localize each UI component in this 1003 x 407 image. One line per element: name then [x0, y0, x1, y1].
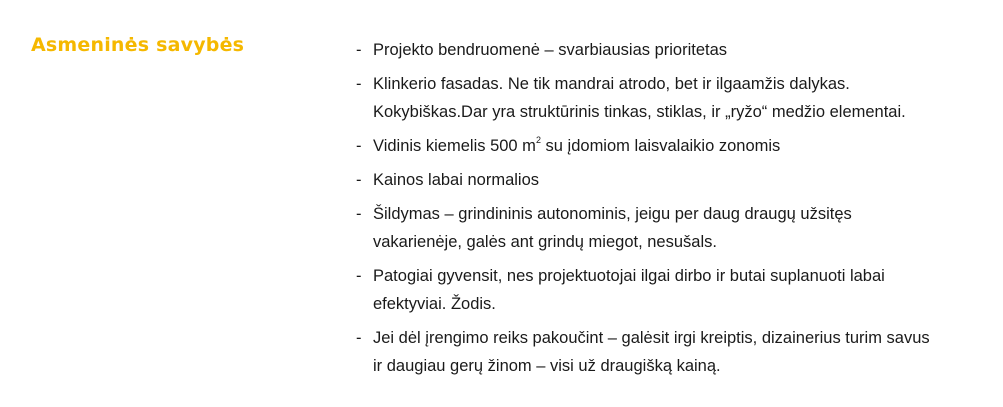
list-item-text: efektyviai. Žodis.	[373, 295, 496, 313]
bullet-marker: -	[356, 205, 362, 223]
list-item-text	[373, 132, 996, 160]
bullet-marker: -	[356, 171, 362, 189]
bullet-marker: -	[356, 41, 362, 59]
list-item-text: Klinkerio fasadas. Ne tik mandrai atrodo, bet ir ilgaamžis dalykas.	[373, 75, 850, 93]
list-item-text: Patogiai gyvensit, nes projektuotojai ilgai dirbo ir butai suplanuoti labai	[373, 267, 885, 285]
bullet-marker: -	[356, 267, 362, 285]
list-item-text: ir daugiau gerų žinom – visi už draugišką kainą.	[373, 357, 721, 375]
list-item	[356, 200, 996, 256]
feature-list	[356, 36, 996, 386]
bullet-marker: -	[356, 75, 362, 93]
list-item-text: Šildymas – grindininis autonominis, jeigu per daug draugų užsitęs	[373, 205, 852, 223]
list-item-text: Projekto bendruomenė – svarbiausias prioritetas	[373, 41, 728, 59]
section-title: Asmeninės savybės	[31, 34, 245, 56]
list-item-text-part: su įdomiom laisvalaikio zonomis	[540, 137, 781, 155]
list-item-text: Kainos labai normalios	[373, 171, 540, 189]
list-item-text: Kokybiškas.Dar yra struktūrinis tinkas, stiklas, ir „ryžo“ medžio elementai.	[373, 103, 906, 121]
list-item-text: vakarienėje, galės ant grindų miegot, nesušals.	[373, 233, 717, 251]
list-item	[356, 132, 996, 160]
list-item	[356, 262, 996, 318]
list-item-text-part: Vidinis kiemelis 500 m	[373, 137, 536, 155]
list-item	[356, 70, 996, 126]
list-item-text: Jei dėl įrengimo reiks pakoučint – galėsit irgi kreiptis, dizainerius turim savus	[373, 329, 930, 347]
list-item	[356, 36, 996, 64]
superscript-exponent: 2	[535, 135, 541, 145]
list-item	[356, 166, 996, 194]
list-item	[356, 324, 996, 380]
bullet-marker: -	[356, 329, 362, 347]
bullet-marker: -	[356, 137, 362, 155]
